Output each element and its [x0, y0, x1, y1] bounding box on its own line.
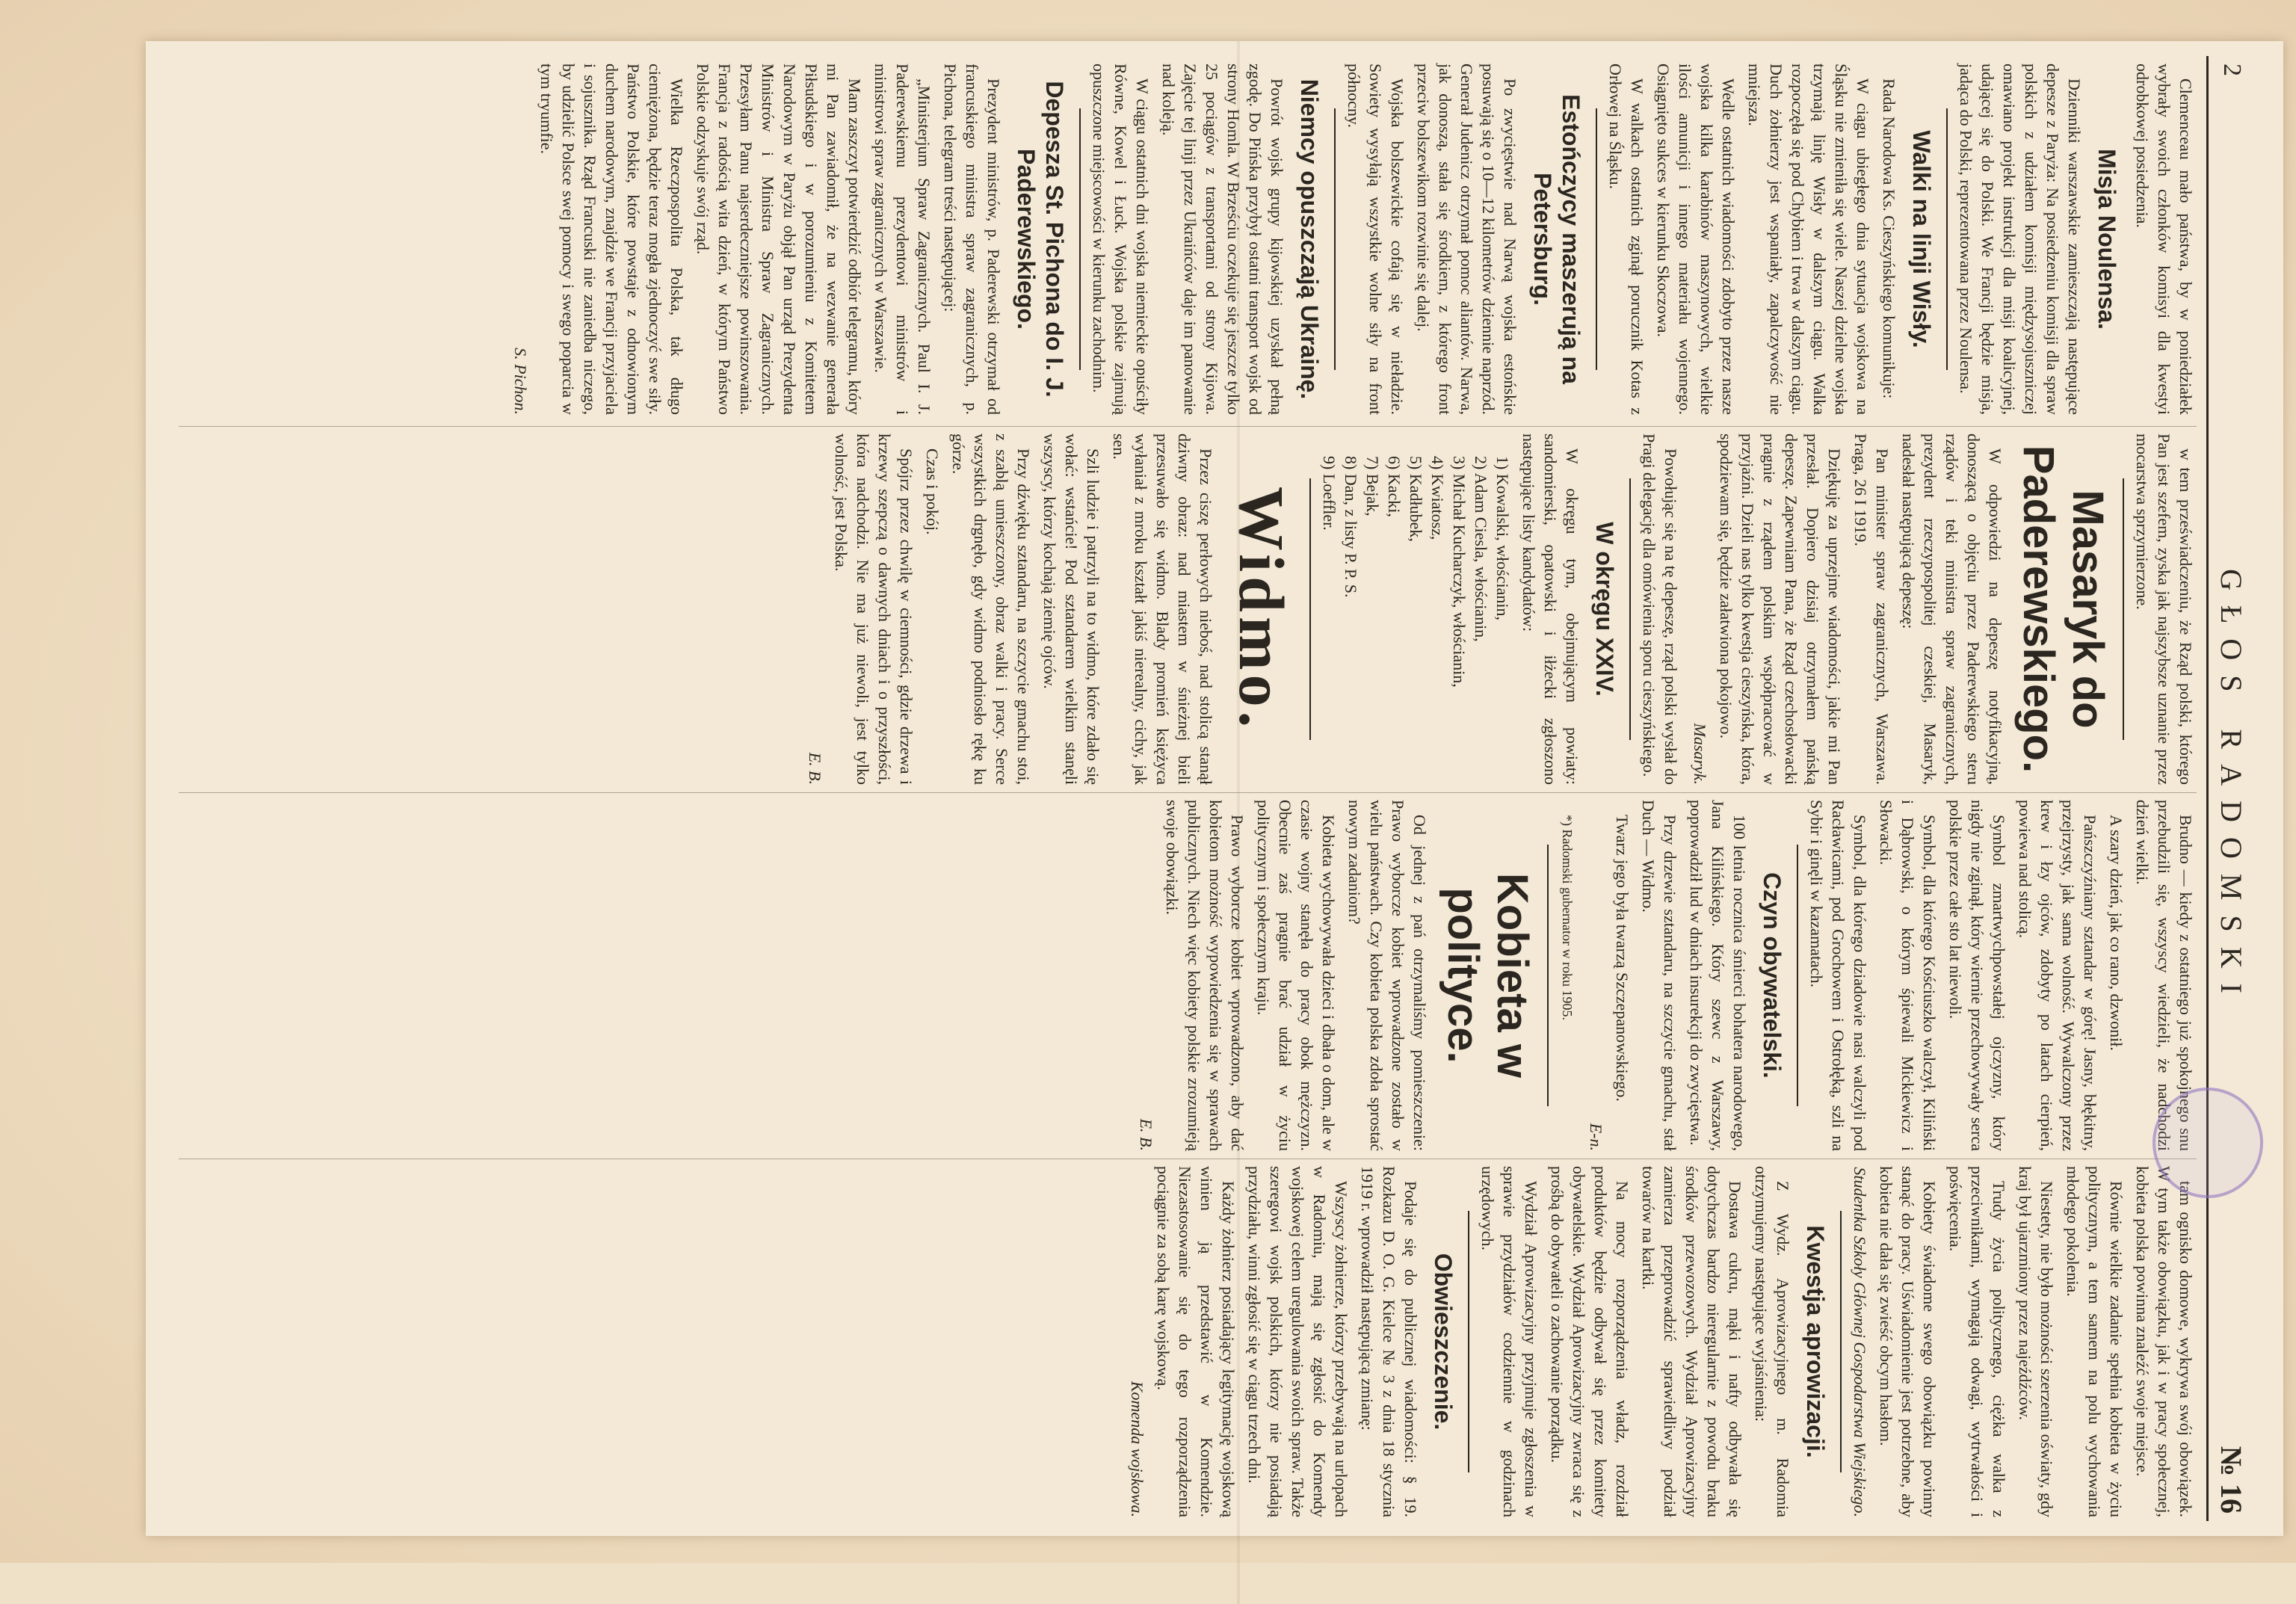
list-item: 2) Adam Ciesla, włościanin, [1472, 456, 1490, 642]
column-1 [502, 64, 2197, 415]
article-text: Przy drzewie sztandaru, na szczycie gmachu, stał Duch — Widmo. [1639, 800, 1679, 1151]
headline-estonians: Estończycy maszerują na Petersburg. [1529, 94, 1584, 384]
article-text: Spójrz przez chwilę w ciemności, gdzie drzewa i krzewy szepczą o dawnych dniach i o przyszłości, która nadchodzi. Nie ma już niewoli, jest tylko wolność, jest Polska. [832, 434, 916, 785]
article-text: Niestety, nie było możności szerzenia oświaty, gdy kraj był ujarzmiony przez najeźdźców. [2016, 1166, 2056, 1517]
article-text: w tem przeświadczeniu, że Rząd polski, którego Pan jest szefem, zyska jak najszybsze uznanie przez mocarstwa sprzymierzone. [2133, 434, 2195, 785]
page-number: 2 [2218, 64, 2246, 76]
candidate-list [1318, 456, 1513, 785]
article-text: Każdy żołnierz posiadający legitymację wojskową winien ją przedstawić w Komendzie. Niezastosowanie się do tego rozporządzenia pociągnie za sobą karę wojskową. [1154, 1166, 1238, 1517]
article-text: W ciągu ostatnich dni wojska niemieckie opuściły Równe, Kowel i Łuck. Wojska polskie zajmują opuszczone miejscowości w kierunku zachodnim. [1090, 64, 1152, 415]
article-text: W okręgu tym, obejmującym powiaty: sandomierski, opatowski i iłżecki zgłoszono następujące listy kandydatów: [1519, 434, 1581, 785]
divider [1334, 108, 1336, 370]
article-text: Powołując się na tę depeszę, rząd polski wysłał do Pragi delegację dla omówienia sporu cieszyńskiego. [1640, 434, 1680, 785]
newspaper-page-rotated [168, 56, 2261, 1521]
column-4 [1119, 1166, 2197, 1517]
article-text: W walkach ostatnich zginął porucznik Kotas z Orłowej na Śląsku. [1606, 64, 1647, 415]
article-text: tam ognisko domowe, wykrywa swój obowiązek. W tym także obowiązku, jak i w pracy społecznej, kobieta polska powinna znaleźć swoje miejsce. [2133, 1166, 2195, 1517]
signature: Komenda wojskowa. [1128, 1381, 1147, 1517]
headline-widmo: Widmo. [1226, 486, 1297, 732]
column-2 [797, 434, 2197, 785]
article-text: Z Wydz. Aprowizacyjnego m. Radomia otrzymujemy następujące wyjaśnienia: [1752, 1166, 1792, 1517]
article-text: Clemenceau mało państwa, by w poniedziałek wybrały swoich członków komisyi dla kwestyi odrobkowej posiedzenia. [2133, 64, 2195, 415]
article-text: Kobieta wychowywała dzieci i dbała o dom, ale w czasie wojny stanęła do pracy obok mężczyzn. Obecnie zaś pragnie brać udział w życiu politycznym i społecznym kraju. [1254, 800, 1338, 1151]
library-stamp-icon [2152, 1088, 2263, 1198]
article-text: Od jednej z pań otrzymaliśmy pomieszczenie: Prawo wyborcze kobiet wprowadzone zostało w wielu państwach. Czy kobieta polska zdoła sprostać nowym zadaniom? [1345, 800, 1429, 1151]
article-text: Wojska bolszewickie cofają się w nieładzie. Sowiety wysyłają wszystkie wolne siły na front północny. [1345, 64, 1407, 415]
headline-civic-deed: Czyn obywatelski. [1759, 872, 1786, 1079]
article-text: „Ministerjum Spraw Zagranicznych. Paul I. J. Paderewskiemu prezydentowi ministrów i ministrowi spraw zagranicznych w Warszawie. [871, 64, 933, 415]
article-text: Prawo wyborcze kobiet wprowadzono, aby dać kobietom możność wypowiedzenia się w sprawach publicznych. Niech więc kobiety polskie zrozumieją swoje obowiązki. [1163, 800, 1247, 1151]
article-text: Czas i pokój. [923, 448, 942, 535]
footnote: *) Radomski gubernator w roku 1905. [1560, 815, 1575, 1020]
article-text: Symbol, dla którego dziadowie nasi walczyli pod Racławicami, pod Grochowem i Ostrołęką, szli na Sybir i ginęli w kazamatach. [1807, 800, 1869, 1151]
divider [1629, 478, 1631, 740]
article-text: Dostawa cukru, mąki i nafty odbywała się dotychczas bardzo nieregularnie z powodu braku środków przewozowych. Wydział Aprowizacyjny zamierza przeprowadzić sprawiedliwy podział towarów na kartki. [1639, 1166, 1744, 1517]
divider [2123, 478, 2124, 740]
article-text: Wydział Aprowizacyjny przyjmuje zgłoszenia w sprawie przydziałów codziennie w godzinach urzędowych. [1478, 1166, 1540, 1517]
column-separator [179, 792, 2197, 793]
newspaper-sheet [146, 41, 2283, 1536]
headline-food-supply: Kwestja aprowizacji. [1802, 1225, 1829, 1458]
article-text: W odpowiedzi na depeszę notyfikacyjną, donoszącą o objęciu przez Paderewskiego steru rządów i teki ministra spraw zagranicznych, prezydent rzeczypospolitej czeskiej, Masaryk, nadesłał następującą depeszę: [1899, 434, 2005, 785]
article-text: Pańszczyźniany sztandar w górę! Jasny, błękitny, przejrzysty, jak sama wolność. Wywalczony przez krew i łzy ojców, zdobyty po latach cierpień, powiewa nad stolicą. [2016, 800, 2099, 1151]
article-text: Szli ludzie i patrzyli na to widmo, które zdało się wołać: wstańcie! Pod sztandarem wielkim stanęli wszyscy, którzy kochają ziemię ojców. [1040, 434, 1102, 785]
headline-pichon-dispatch: Depesza St. Pichona do I. J. Paderewskiego. [1013, 81, 1068, 398]
list-item: 5) Kadłubek, [1407, 456, 1425, 542]
headline-district-xxiv: W okręgu XXIV. [1591, 522, 1618, 697]
article-text: Prezydent ministrów, p. Paderewski otrzymał od francuskiego ministra spraw zagranicznych, p. Pichona, telegram treści następującej: [941, 64, 1003, 415]
article-text: Kobiety świadome swego obowiązku powinny stanąć do pracy. Uświadomienie jest potrzebne, aby kobieta nie dała się zwieść obcym hasłom. [1877, 1166, 1939, 1517]
divider [1797, 845, 1798, 1106]
divider [1946, 108, 1948, 370]
signature: E-n. [1587, 1123, 1605, 1151]
article-text: Równie wielkie zadanie spełnia kobieta w życiu politycznym, a tem samem na polu wychowania młodego pokolenia. [2064, 1166, 2126, 1517]
article-text: A szary dzień, jak co rano, dzwonił. [2107, 815, 2126, 1051]
article-text: W ciągu ubiegłego dnia sytuacja wojskowa na Śląsku nie zmieniła się wiele. Naszej dzielne wojska trzymają linję Wisły w dalszym ciągu. Walka rozpoczęła się pod Chybiem i trwa w dalszym ciągu. Duch żołnierzy jest wspaniały, zapalczywość nie mniejsza. [1745, 64, 1872, 415]
article-text: Na mocy rozporządzenia władz, rozdział produktów będzie odbywał się przez komitety obywatelskie. Wydział Aprowizacyjny zwraca się z prośbą do obywateli o zachowanie porządku. [1548, 1166, 1632, 1517]
list-item: 7) Bejak, [1363, 456, 1382, 516]
signature: E. B. [1137, 1118, 1155, 1151]
article-text: Pan minister spraw zagranicznych, Warszawa. Praga, 26 I 1919. [1851, 434, 1892, 785]
article-text: Wielka Rzeczpospolita Polska, tak długo ciemiężona, będzie teraz mogła zjednoczyć swe siły. Państwo Polskie, które powstaje z odnowionym duchem narodowym, znajdzie we Francji przyjaciela i sojusznika. Rząd Francuski nie zaniedba niczego, by udzielić Polsce swej pomocy i swego poparcia w tym tryumfie. [537, 64, 686, 415]
divider [1309, 478, 1311, 740]
list-item: 8) Dan, z listy P. P. S. [1342, 456, 1360, 598]
signature: S. Pichon. [511, 348, 530, 415]
article-text: Powrót wojsk grupy kijowskiej uzyskał pełną zgodę. Do Pińska przybył ostatni transport wojsk od strony Homla. W Brześciu oczekuje się jeszcze tylko 25 pociągów z transportami od strony Kijowa. Zajęcie tej linji przez Ukraińców daje im panowanie nad koleją. [1159, 64, 1286, 415]
article-text: Rada Narodowa Ks. Cieszyńskiego komunikuje: [1880, 78, 1898, 399]
headline-germans-ukraine: Niemcy opuszczają Ukrainę. [1296, 78, 1323, 400]
article-text: Przez ciszę perłowych nieboś, nad stolicą stanął dziwny obraz: nad miastem w śnieżnej bieli przesuwało się widmo. Blady promień księżyca wyłaniał z mroku kształt jakiś nierealny, cichy, jak sen. [1110, 434, 1215, 785]
headline-vistula-fights: Walki na linji Wisły. [1908, 130, 1935, 348]
article-text: Trudy życia politycznego, ciężka walka z przeciwnikami, wymagają odwagi, wytrwałości i poświęcenia. [1946, 1166, 2008, 1517]
signature: E. B. [806, 752, 824, 785]
divider [1079, 108, 1081, 370]
list-item: 9) Loeffler. [1320, 456, 1339, 531]
signature: Studentka Szkoły Głównej Gospodarstwa Wiejskiego. [1851, 1167, 1869, 1517]
article-text: Podaje się do publicznej wiadomości: § 19. Rozkazu D. O. G. Kielce № 3 z dnia 18 stycznia 1919 r. wprowadził następującą zmianę: [1358, 1166, 1420, 1517]
divider [1840, 1211, 1842, 1472]
masthead: GŁOS RADOMSKI [2215, 569, 2248, 1008]
article-text: Dziękuję za uprzejme wiadomości, jakie mi Pan przesłał. Dopiero dzisiaj otrzymałem pańską depeszę. Zapewniam Pana, że Rząd czechosłowacki pragnie z rządem polskim współpracować w przyjaźni. Dzieli nas tylko kwestja cieszyńska, która, spodziewam się, będzie załatwiona pokojowo. [1717, 434, 1844, 785]
list-item: 1) Kowalski, włościanin, [1493, 456, 1512, 620]
headline-masaryk: Masaryk do Paderewskiego. [2014, 445, 2112, 774]
headline-noulens: Misja Noulensa. [2093, 149, 2120, 330]
article-text: Po zwycięstwie nad Narwą wojska estońskie posuwają się o 10—12 kilometrów dziennie naprzód. Generał Judenicz otrzymał pomoc aliantów. Narwa, jak donoszą, stała się środkiem, z którego front przeciw bolszewikom rozwinie się dalej. [1414, 64, 1519, 415]
article-text: Twarz jego była twarzą Szczepanowskiego. [1613, 815, 1632, 1102]
list-item: 4) Kwiatosz, [1428, 456, 1447, 540]
article-text: Wszyscy żołnierze, którzy przebywają na urlopach w Radomiu, mają się zgłosić do Komendy wojskowej celem uregulowania swoich spraw. Także szeregowi wojsk polskich, którzy nie posiadają przydziału, winni zgłosić się w ciągu trzech dni. [1245, 1166, 1351, 1517]
article-text: Dzienniki warszawskie zamieszczają następujące depesze z Paryża: Na posiedzeniu komisji dla spraw polskich z udziałem komisji międzysojuszniczej omawiano projekt instrukcji dla misji koalicyjnej, udającej się do Polski. We Francji będzie misja, jadąca do Polski, reprezentowana przez Noulensa. [1957, 64, 2084, 415]
divider [1596, 108, 1597, 370]
article-text: Wedle ostatnich wiadomości zdobyto przez nasze wojska kilka karabinów maszynowych, wielkie ilości amunicji i innego materiału wojennego. Osiągnięto sukces w kierunku Skoczowa. [1654, 64, 1738, 415]
article-text: Mam zaszczyt potwierdzić odbiór telegramu, który mi Pan zawiadomił, że na wezwanie generała Piłsudskiego i w porozumieniu z Komitetem Narodowym w Paryżu objął Pan urząd Prezydenta Ministrów i Ministra Spraw Zagranicznych. Przesyłam Panu najserdeczniejsze powinszowania. Francja z radością wita dzień, w którym Państwo Polskie odzyskuje swój rząd. [694, 64, 864, 415]
divider [1547, 845, 1549, 1106]
issue-number: № 16 [2215, 1446, 2248, 1514]
page-header [2206, 56, 2261, 1521]
article-text: Brudno — kiedy z ostatniego już spokojnego snu przebudzili się, wszyscy wiedzieli, że nadchodzi dzień wielki. [2133, 800, 2195, 1151]
article-text: Symbol zmartwychpowstałej ojczyzny, który nigdy nie zginął, który wiernie przechowywały serca polskie przez całe sto lat niewoli. [1946, 800, 2008, 1151]
article-text: Przy dźwięku sztandaru, na szczycie gmachu stoi, z szablą umieszczony, obraz walki i pracy. Serce wszystkich drgnęło, gdy widmo podniosło rękę ku górze. [949, 434, 1033, 785]
article-text: Symbol, dla którego Kościuszko walczył, Kiliński i Dąbrowski, o którym śpiewali Mickiewicz i Słowacki. [1877, 800, 1939, 1151]
headline-announcement: Obwieszczenie. [1430, 1253, 1457, 1431]
article-text: 100 letnia rocznica śmierci bohatera narodowego, Jana Kilińskiego. Który szewc z Warszawy, poprowadził lud w dniach insurekcji do zwycięstwa. [1687, 800, 1749, 1151]
column-3 [1128, 800, 2197, 1151]
page-fold [1237, 41, 1240, 1604]
list-item: 3) Michał Kucharczyk, włościanin, [1450, 456, 1469, 688]
divider [1468, 1211, 1469, 1472]
signature: Masaryk. [1691, 723, 1709, 785]
list-item: 6) Kacki, [1385, 456, 1404, 517]
column-separator [179, 426, 2197, 427]
headline-woman-politics: Kobieta w polityce. [1439, 873, 1537, 1078]
